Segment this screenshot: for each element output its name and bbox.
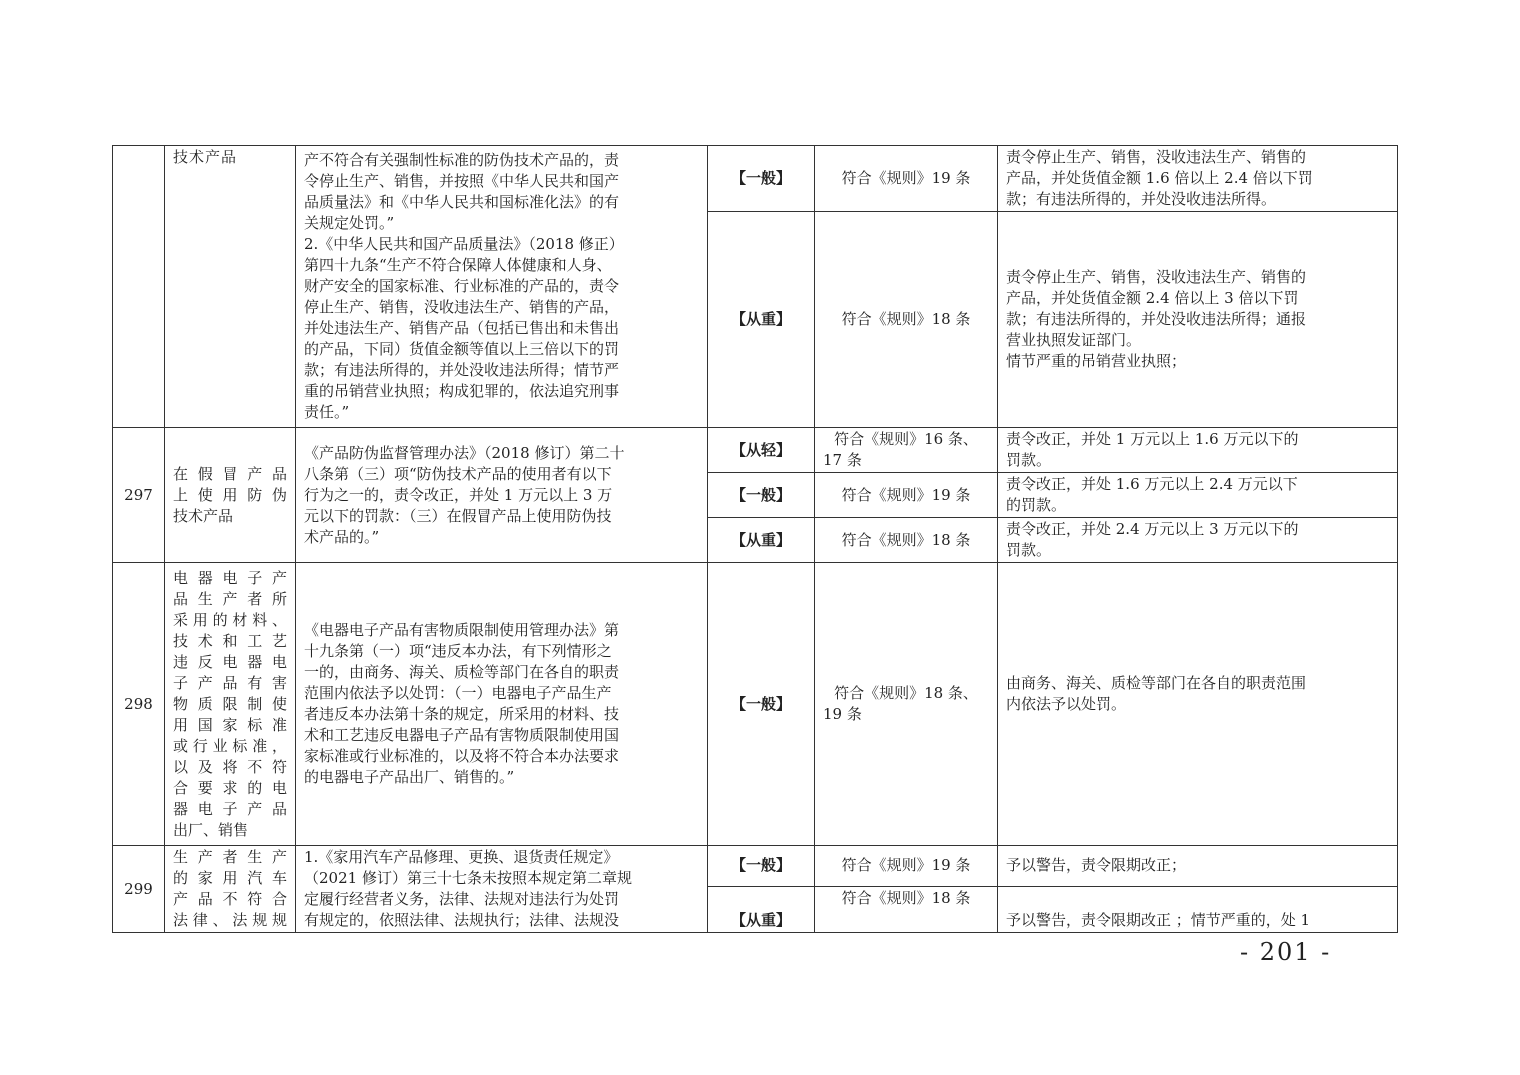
row-number: 298 <box>113 563 165 846</box>
discretion-level: 【一般】 <box>708 563 815 846</box>
applicable-rule: 符合《规则》18 条 <box>815 518 998 563</box>
row-number: 299 <box>113 846 165 933</box>
discretion-level: 【从重】 <box>708 518 815 563</box>
applicable-rule: 符合《规则》19 条 <box>815 473 998 518</box>
discretion-level: 【一般】 <box>708 473 815 518</box>
penalty: 责令停止生产、销售，没收违法生产、销售的 产品，并处货值金额 1.6 倍以上 2.4 倍以下罚 款；有违法所得的，并处没收违法所得。 <box>998 146 1398 212</box>
applicable-rule: 符合《规则》16 条、 17 条 <box>815 428 998 473</box>
applicable-rule: 符合《规则》18 条 <box>815 212 998 428</box>
discretion-level: 【从轻】 <box>708 428 815 473</box>
discretion-level: 【从重】 <box>708 212 815 428</box>
violation-subject: 生产者生产 的家用汽车 产品不符合 法律、法规规 <box>165 846 296 933</box>
row-number: 297 <box>113 428 165 563</box>
penalty: 责令改正，并处 1 万元以上 1.6 万元以下的 罚款。 <box>998 428 1398 473</box>
legal-basis: 产不符合有关强制性标准的防伪技术产品的，责 令停止生产、销售，并按照《中华人民共和国产 品质量法》和《中华人民共和国标准化法》的有 关规定处罚。” 2.《中华人民共和国产品质量法》（2018 修正） 第四十九条“生产不符合保障人体健康和人身、 财产安全的国家标准、行业标准的产品的，责令 停止生产、销售，没收违法生产、销售的产品， 并处违法生产、销售产品（包括已售出和未售出 的产品，下同）货值金额等值以上三倍以下的罚 款；有违法所得的，并处没收违法所得；情节严 重的吊销营业执照；构成犯罪的，依法追究刑事 责任。” <box>296 146 708 428</box>
applicable-rule: 符合《规则》19 条 <box>815 846 998 887</box>
penalty: 责令改正，并处 2.4 万元以上 3 万元以下的 罚款。 <box>998 518 1398 563</box>
page-number: - 201 - <box>1240 938 1332 966</box>
table-row-299a <box>113 846 1398 887</box>
penalty: 由商务、海关、质检等部门在各自的职责范围 内依法予以处罚。 <box>998 563 1398 846</box>
legal-basis: 1.《家用汽车产品修理、更换、退货责任规定》 （2021 修订）第三十七条未按照本规定第二章规 定履行经营者义务，法律、法规对违法行为处罚 有规定的，依照法律、法规执行；法律、法规没 <box>296 846 708 933</box>
table-row-296a <box>113 146 1398 212</box>
applicable-rule: 符合《规则》18 条 <box>815 886 998 932</box>
discretion-level: 【从重】 <box>708 886 815 932</box>
penalty: 责令停止生产、销售，没收违法生产、销售的 产品，并处货值金额 2.4 倍以上 3 倍以下罚 款；有违法所得的，并处没收违法所得；通报 营业执照发证部门。 情节严重的吊销营业执照； <box>998 212 1398 428</box>
regulation-table <box>112 145 1398 933</box>
penalty: 予以警告，责令限期改正； <box>998 846 1398 887</box>
table-row-297a <box>113 428 1398 473</box>
violation-subject: 电器电子产 品生产者所 采用的材料、 技术和工艺 违反电器电 子产品有害 物质限制使 用国家标准 或行业标准， 以及将不符 合要求的电 器电子产品 出厂、销售 <box>165 563 296 846</box>
penalty: 责令改正，并处 1.6 万元以上 2.4 万元以下 的罚款。 <box>998 473 1398 518</box>
applicable-rule: 符合《规则》18 条、 19 条 <box>815 563 998 846</box>
row-number <box>113 146 165 428</box>
legal-basis: 《产品防伪监督管理办法》（2018 修订）第二十 八条第（三）项“防伪技术产品的使用者有以下 行为之一的，责令改正，并处 1 万元以上 3 万 元以下的罚款：（三）在假冒产品上使用防伪技 术产品的。” <box>296 428 708 563</box>
violation-subject: 在假冒产品 上使用防伪 技术产品 <box>165 428 296 563</box>
penalty: 予以警告，责令限期改正 ；情节严重的，处 1 <box>998 886 1398 932</box>
applicable-rule: 符合《规则》19 条 <box>815 146 998 212</box>
table-row-298 <box>113 563 1398 846</box>
discretion-level: 【一般】 <box>708 146 815 212</box>
discretion-level: 【一般】 <box>708 846 815 887</box>
violation-subject: 技术产品 <box>165 146 296 428</box>
legal-basis: 《电器电子产品有害物质限制使用管理办法》第 十九条第（一）项“违反本办法，有下列情形之 一的，由商务、海关、质检等部门在各自的职责 范围内依法予以处罚：（一）电器电子产品生产 者违反本办法第十条的规定，所采用的材料、技 术和工艺违反电器电子产品有害物质限制使用国 家标准或行业标准的，以及将不符合本办法要求 的电器电子产品出厂、销售的。” <box>296 563 708 846</box>
